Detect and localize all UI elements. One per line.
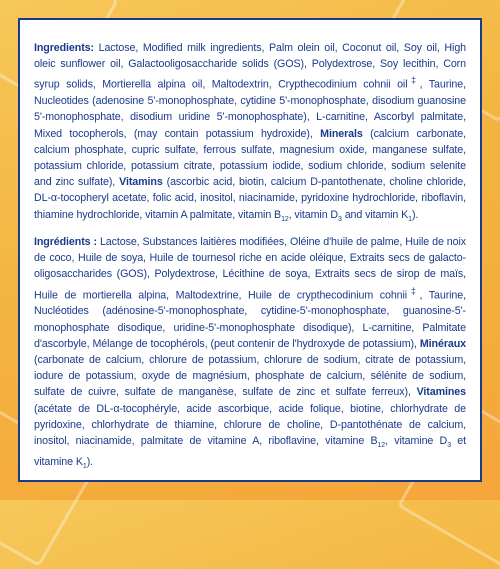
vitamin-k-subscript: 1 — [408, 215, 412, 223]
ingredients-text: Lactose, Modified milk ingredients, Palm olein oil, Coconut oil, Soy oil, High oleic sunflower oil, Galactooligosaccharide solids (GOS), Polydextrose, Soy lecithin, Corn syrup solids, Mortierella alpina oil, Maltodextrin, Crypthecodinium cohnii oil — [34, 42, 467, 91]
ingredients-text-cont-fr: , Taurine, Nucléotides (adénosine-5'-monophosphate, cytidine-5'-monophosphate, guanosine-5'-monophosphate disodique, uridine-5'-monophosphate disodique), L-carnitine, Palmitate d'ascorbyle, Mélange de tocophérols, (peut contenir de l'hydroxyde de potassium), — [34, 289, 466, 350]
vitamins-text-2-fr: , vitamine D — [385, 434, 448, 447]
minerals-label: Minerals — [320, 127, 363, 140]
footnote-mark: ‡ — [407, 75, 420, 86]
vitamin-k-subscript-fr: 1 — [82, 463, 87, 471]
minerals-text: (calcium carbonate, calcium phosphate, cupric sulfate, ferrous sulfate, magnesium oxide, manganese sulfate, potassium chloride, potassium citrate, potassium iodide, sodium chloride, sodium selenite and zinc sulfate), — [34, 127, 466, 189]
vitamin-d-subscript: 3 — [338, 215, 342, 223]
ingredients-panel — [18, 18, 482, 482]
ingredients-english — [34, 40, 466, 228]
vitamin-b-subscript-fr: 12 — [377, 442, 386, 450]
ingredients-label: Ingredients: — [34, 42, 94, 54]
vitamins-label-fr: Vitamines — [416, 386, 466, 399]
ingredients-label-fr: Ingrédients : — [34, 235, 97, 248]
minerals-label-fr: Minéraux — [419, 337, 466, 350]
vitamins-text-3: and vitamin K — [341, 208, 409, 221]
ingredients-text-fr: Lactose, Substances laitières modifiées, Oléine d'huile de palme, Huile de noix de coco, Huile de soya, Huile de tournesol riche en acide oléique, Extraits secs de galacto-oligosaccharides (GOS), Polydextrose, Lécithine de soya, Extraits secs de sirop de maïs, Huile de mortierella alpina, Maltodextrine, Huile de crypthecodinium cohnii — [34, 235, 466, 302]
vitamin-b-subscript: 12 — [281, 215, 289, 223]
ingredients-french — [34, 234, 466, 476]
vitamins-text-3-fr: et vitamine K — [34, 434, 466, 469]
vitamins-text-2: , vitamin D — [288, 208, 339, 221]
footnote-mark-fr: ‡ — [407, 285, 420, 296]
vitamins-text-end-fr: ). — [86, 456, 94, 469]
vitamin-d-subscript-fr: 3 — [447, 442, 451, 450]
minerals-text-fr: (carbonate de calcium, chlorure de potassium, chlorure de sodium, citrate de potassium, iodure de potassium, oxyde de magnésium, phosphate de calcium, sélénite de sodium, sulfate de cuivre, sulfate de manganèse, sulfate de zinc et sulfate ferreux), — [34, 353, 466, 399]
vitamins-text-end: ). — [411, 208, 419, 221]
vitamins-text: (ascorbic acid, biotin, calcium D-pantothenate, choline chloride, DL-α-tocopheryl acetate, folic acid, inositol, niacinamide, pyridoxine hydrochloride, riboflavin, thiamine hydrochloride, vitamin A palmitate, vitamin B — [34, 176, 466, 221]
vitamins-label: Vitamins — [119, 176, 163, 189]
vitamins-text-fr: (acétate de DL-α-tocophéryle, acide ascorbique, acide folique, biotine, chlorhydrate de pyridoxine, chlorhydrate de thiamine, chlorure de choline, D-pantothénate de calcium, inositol, niacinamide, palmitate de vitamine A, riboflavine, vitamine B — [34, 402, 466, 447]
ingredients-text-cont: , Taurine, Nucleotides (adenosine 5'-monophosphate, cytidine 5'-monophosphate, disodium guanosine 5'-monophosphate, disodium uridine 5'-monophosphate), L-carnitine, Ascorbyl palmitate, Mixed tocopherols, (may contain potassium hydroxide), — [34, 78, 466, 140]
